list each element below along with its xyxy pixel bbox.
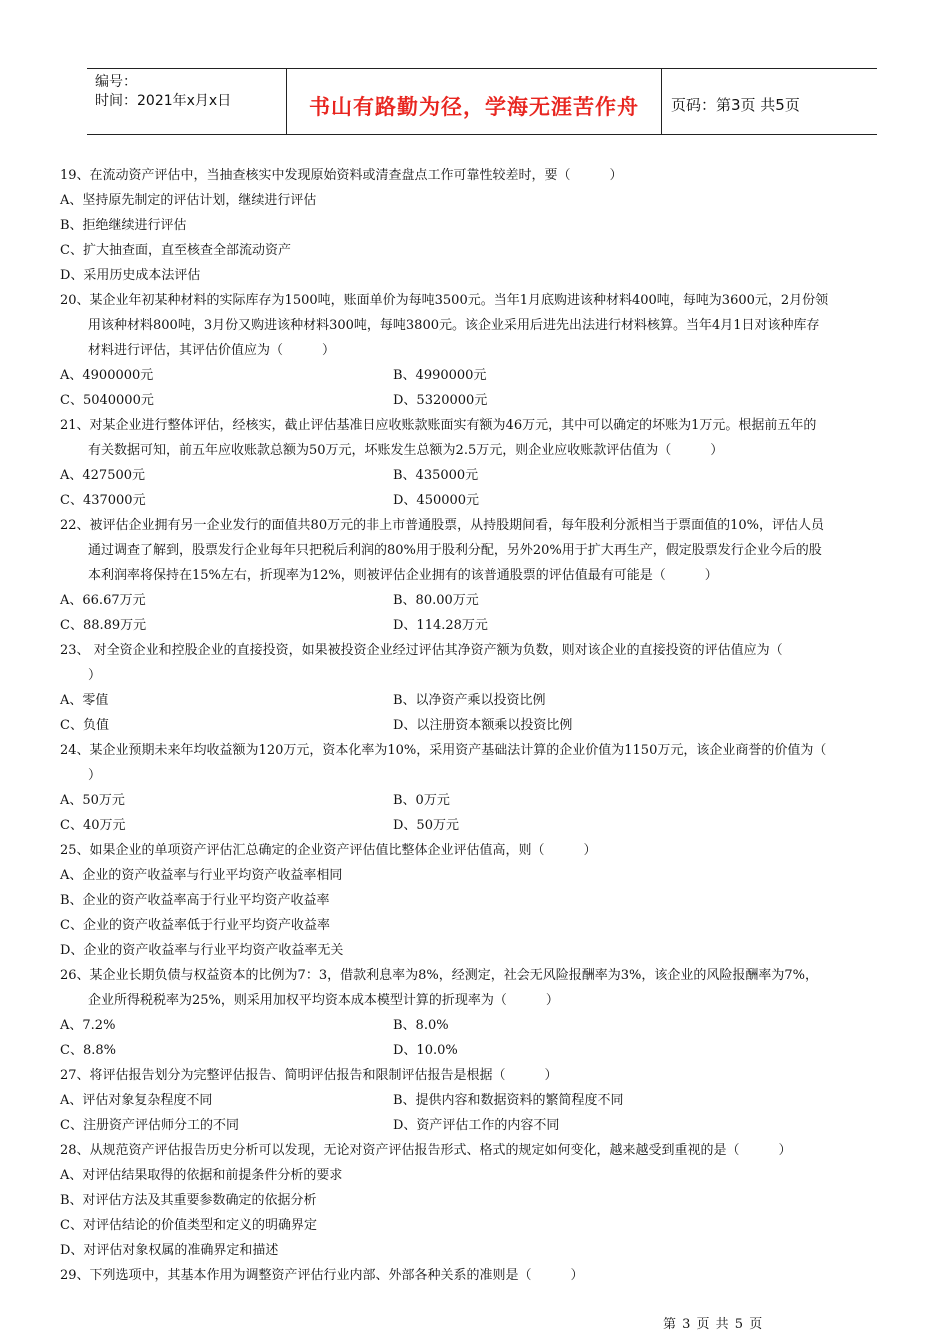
option-text: D、10.0% (393, 1043, 458, 1058)
text-line: B、拒绝继续进行评估 (60, 218, 187, 233)
text-line: C、企业的资产收益率低于行业平均资产收益率 (60, 918, 330, 933)
option-text: D、50万元 (393, 818, 459, 833)
header-left (95, 73, 231, 111)
text-line: 29、下列选项中，其基本作用为调整资产评估行业内部、外部各种关系的准则是（ ） (60, 1268, 584, 1283)
option-text: D、450000元 (393, 493, 480, 508)
option-row (60, 463, 910, 488)
number-label: 编号： (95, 74, 137, 90)
option-row (60, 1088, 910, 1113)
option-row (60, 488, 910, 513)
option-text: C、5040000元 (60, 393, 154, 408)
text-line: 材料进行评估，其评估价值应为（ ） (88, 343, 336, 358)
text-line: 28、从规范资产评估报告历史分析可以发现，无论对资产评估报告形式、格式的规定如何变化，越来越受到重视的是（ ） (60, 1143, 792, 1158)
option-text: C、负值 (60, 718, 109, 733)
question-list (60, 163, 910, 1288)
option-text: C、40万元 (60, 818, 126, 833)
text-line: 20、某企业年初某种材料的实际库存为1500吨，账面单价为每吨3500元。当年1月底购进该种材料400吨，每吨为3600元，2月份领 (60, 293, 829, 308)
option-text: A、427500元 (60, 468, 146, 483)
text-line: B、企业的资产收益率高于行业平均资产收益率 (60, 893, 330, 908)
text-line: 本利润率将保持在15%左右，折现率为12%，则被评估企业拥有的该普通股票的评估值最有可能是（ ） (88, 568, 718, 583)
text-line: D、对评估对象权属的准确界定和描述 (60, 1243, 279, 1258)
option-row (60, 1038, 910, 1063)
option-text: B、提供内容和数据资料的繁简程度不同 (393, 1093, 624, 1108)
page-number-label: 页码：第3页 共5页 (671, 96, 800, 114)
option-text: B、0万元 (393, 793, 450, 808)
text-line: A、企业的资产收益率与行业平均资产收益率相同 (60, 868, 343, 883)
option-text: B、80.00万元 (393, 593, 479, 608)
option-text: B、8.0% (393, 1018, 449, 1033)
header-divider (661, 69, 662, 135)
option-text: C、88.89万元 (60, 618, 147, 633)
option-text: C、8.8% (60, 1043, 116, 1058)
option-row (60, 1013, 910, 1038)
text-line: 24、某企业预期未来年均收益额为120万元，资本化率为10%，采用资产基础法计算的企业价值为1150万元，该企业商誉的价值为（ (60, 743, 827, 758)
option-row (60, 613, 910, 638)
option-text: A、50万元 (60, 793, 125, 808)
option-text: B、4990000元 (393, 368, 487, 383)
text-line: 21、对某企业进行整体评估，经核实，截止评估基准日应收账款账面实有额为46万元，其中可以确定的坏账为1万元。根据前五年的 (60, 418, 817, 433)
text-line: 22、被评估企业拥有另一企业发行的面值共80万元的非上市普通股票，从持股期间看，每年股利分派相当于票面值的10%，评估人员 (60, 518, 824, 533)
text-line: A、对评估结果取得的依据和前提条件分析的要求 (60, 1168, 343, 1183)
option-text: A、评估对象复杂程度不同 (60, 1093, 213, 1108)
option-text: C、437000元 (60, 493, 146, 508)
text-line: ） (88, 668, 102, 683)
option-row (60, 363, 910, 388)
option-row (60, 713, 910, 738)
text-line: ） (88, 768, 102, 783)
text-line: D、采用历史成本法评估 (60, 268, 201, 283)
text-line: 用该种材料800吨，3月份又购进该种材料300吨，每吨3800元。该企业采用后进先出法进行材料核算。当年4月1日对该种库存 (88, 318, 820, 333)
option-text: A、零值 (60, 693, 109, 708)
option-row (60, 813, 910, 838)
text-line: 通过调查了解到，股票发行企业每年只把税后利润的80%用于股利分配，另外20%用于扩大再生产，假定股票发行企业今后的股 (88, 543, 822, 558)
text-line: A、坚持原先制定的评估计划，继续进行评估 (60, 193, 317, 208)
option-row (60, 788, 910, 813)
option-text: D、资产评估工作的内容不同 (393, 1118, 560, 1133)
text-line: D、企业的资产收益率与行业平均资产收益率无关 (60, 943, 344, 958)
option-text: A、7.2% (60, 1018, 116, 1033)
text-line: 26、某企业长期负债与权益资本的比例为7：3，借款利息率为8%，经测定，社会无风险报酬率为3%，该企业的风险报酬率为7%， (60, 968, 818, 983)
text-line: C、扩大抽查面，直至核查全部流动资产 (60, 243, 291, 258)
time-label: 时间：2021年x月x日 (95, 93, 232, 109)
option-text: D、114.28万元 (393, 618, 488, 633)
text-line: 有关数据可知，前五年应收账款总额为50万元，坏账发生总额为2.5万元，则企业应收账款评估值为（ ） (88, 443, 724, 458)
option-row (60, 388, 910, 413)
option-row (60, 1113, 910, 1138)
text-line: 19、在流动资产评估中，当抽查核实中发现原始资料或清查盘点工作可靠性较差时，要（ ） (60, 168, 623, 183)
page-footer: 第 3 页 共 5 页 (663, 1317, 764, 1332)
text-line: 企业所得税税率为25%，则采用加权平均资本成本模型计算的折现率为（ ） (88, 993, 559, 1008)
text-line: B、对评估方法及其重要参数确定的依据分析 (60, 1193, 317, 1208)
option-text: A、4900000元 (60, 368, 154, 383)
text-line: 27、将评估报告划分为完整评估报告、简明评估报告和限制评估报告是根据（ ） (60, 1068, 558, 1083)
text-line: C、对评估结论的价值类型和定义的明确界定 (60, 1218, 317, 1233)
option-text: D、5320000元 (393, 393, 488, 408)
option-row (60, 688, 910, 713)
option-text: A、66.67万元 (60, 593, 146, 608)
option-text: D、以注册资本额乘以投资比例 (393, 718, 573, 733)
header-slogan: 书山有路勤为径，学海无涯苦作舟 (309, 95, 639, 119)
option-text: B、435000元 (393, 468, 479, 483)
page-header (87, 68, 877, 135)
option-text: B、以净资产乘以投资比例 (393, 693, 546, 708)
text-line: 25、如果企业的单项资产评估汇总确定的企业资产评估值比整体企业评估值高，则（ ） (60, 843, 597, 858)
option-text: C、注册资产评估师分工的不同 (60, 1118, 239, 1133)
text-line: 23、 对全资企业和控股企业的直接投资，如果被投资企业经过评估其净资产额为负数，则对该企业的直接投资的评估值应为（ (60, 643, 783, 658)
option-row (60, 588, 910, 613)
